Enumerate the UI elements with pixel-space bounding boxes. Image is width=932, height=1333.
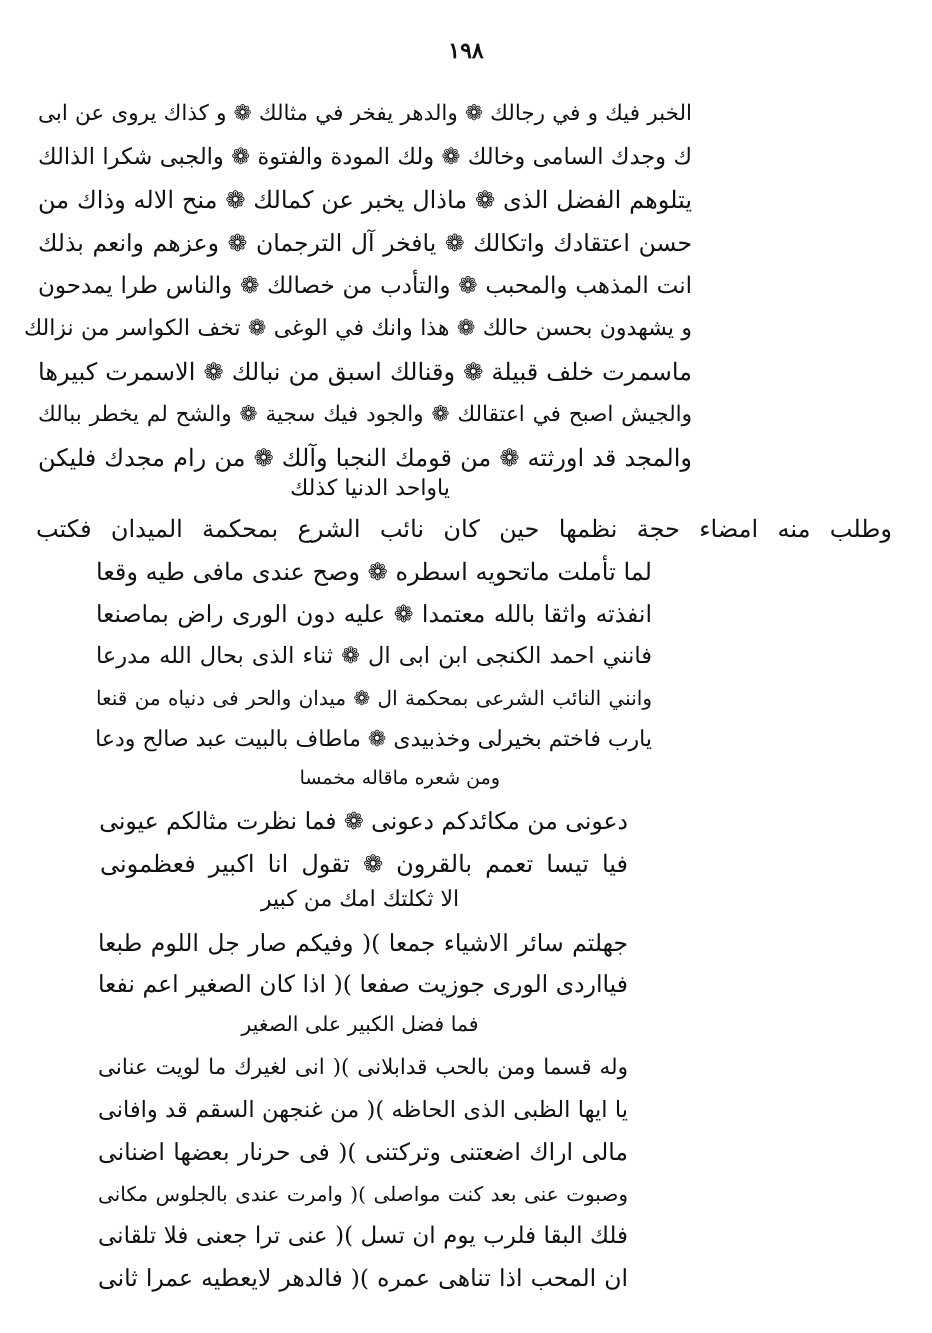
verse-line: فلك البقا فلرب يوم ان تسل )( عنى ترا جعنى فلا تلقانى [98,1223,628,1249]
verse-line-end: فما فضل الكبير على الصغير [241,1012,479,1036]
verse-line: وانني النائب الشرعى بمحكمة ال ❁ ميدان والحر فى دنياه من قنعا [96,686,652,710]
verse-line: لما تأملت ماتحويه اسطره ❁ وصح عندى مافى طيه وقعا [96,558,652,586]
page-number: ١٩٨ [448,38,484,64]
verse-line: الخبر فيك و في رجالك ❁ والدهر يفخر في مثالك ❁ و كذاك يروى عن ابى [38,101,692,126]
verse-line: ك وجدك السامى وخالك ❁ ولك المودة والفتوة ❁ والجبى شكرا الذالك [38,144,692,170]
verse-line: والجيش اصبح في اعتقالك ❁ والجود فيك سجية ❁ والشح لم يخطر ببالك [38,402,692,427]
verse-line: فيااردى الورى جوزيت صفعا )( اذا كان الصغير اعم نفعا [98,970,628,998]
verse-line: يتلوهم الفضل الذى ❁ ماذال يخبر عن كمالك ❁ منح الاله وذاك من [38,186,692,214]
verse-line: انفذته واثقا بالله معتمدا ❁ عليه دون الورى راض بماصنعا [96,600,652,628]
verse-line-end: الا ثكلتك امك من كبير [260,887,460,912]
prose-line: وطلب منه امضاء حجة نظمها حين كان نائب الشرع بمحكمة الميدان فكتب [36,515,892,543]
verse-line: جهلتم سائر الاشياء جمعا )( وفيكم صار جل اللوم طبعا [98,929,628,957]
verse-line: والمجد قد اورثته ❁ من قومك النجبا وآلك ❁ من رام مجدك فليكن [38,444,692,472]
verse-line: انت المذهب والمحبب ❁ والتأدب من خصالك ❁ والناس طرا يمدحون [38,273,692,299]
verse-line: وله قسما ومن بالحب قدابلانى )( انى لغيرك ما لويت عنانى [98,1055,628,1080]
verse-line: فانني احمد الكنجى ابن ابى ال ❁ ثناء الذى بحال الله مدرعا [96,643,652,669]
verse-line: دعونى من مكائدكم دعونى ❁ فما نظرت مثالكم عيونى [99,807,628,835]
verse-line: و يشهدون بحسن حالك ❁ هذا وانك في الوغى ❁ تخف الكواسر من نزالك [24,316,692,341]
verse-line: ان المحب اذا تناهى عمره )( فالدهر لايعطيه عمرا ثانى [98,1264,628,1292]
verse-line: ماسمرت خلف قبيلة ❁ وقنالك اسبق من نبالك ❁ الاسمرت كبيرها [38,358,692,386]
verse-line: يارب فاختم بخيرلى وخذبيدى ❁ ماطاف بالبيت عبد صالح ودعا [95,727,652,752]
verse-line: وصبوت عنى بعد كنت مواصلى )( وامرت عندى بالجلوس مكانى [98,1182,628,1206]
verse-line: حسن اعتقادك واتكالك ❁ يافخر آل الترجمان ❁ وعزهم وانعم بذلك [38,229,692,257]
verse-line: مالى اراك اضعتنى وتركتنى )( فى حرنار بعضها اضنانى [98,1138,628,1166]
verse-line: يا ايها الظبى الذى الحاظه )( من غنجهن السقم قد وافانى [98,1097,628,1123]
verse-line: فيا تيسا تعمم بالقرون ❁ تقول انا اكبير فعظمونى [100,850,628,878]
verse-line-end: ياواحد الدنيا كذلك [290,476,450,501]
prose-line: ومن شعره ماقاله مخمسا [299,767,500,789]
